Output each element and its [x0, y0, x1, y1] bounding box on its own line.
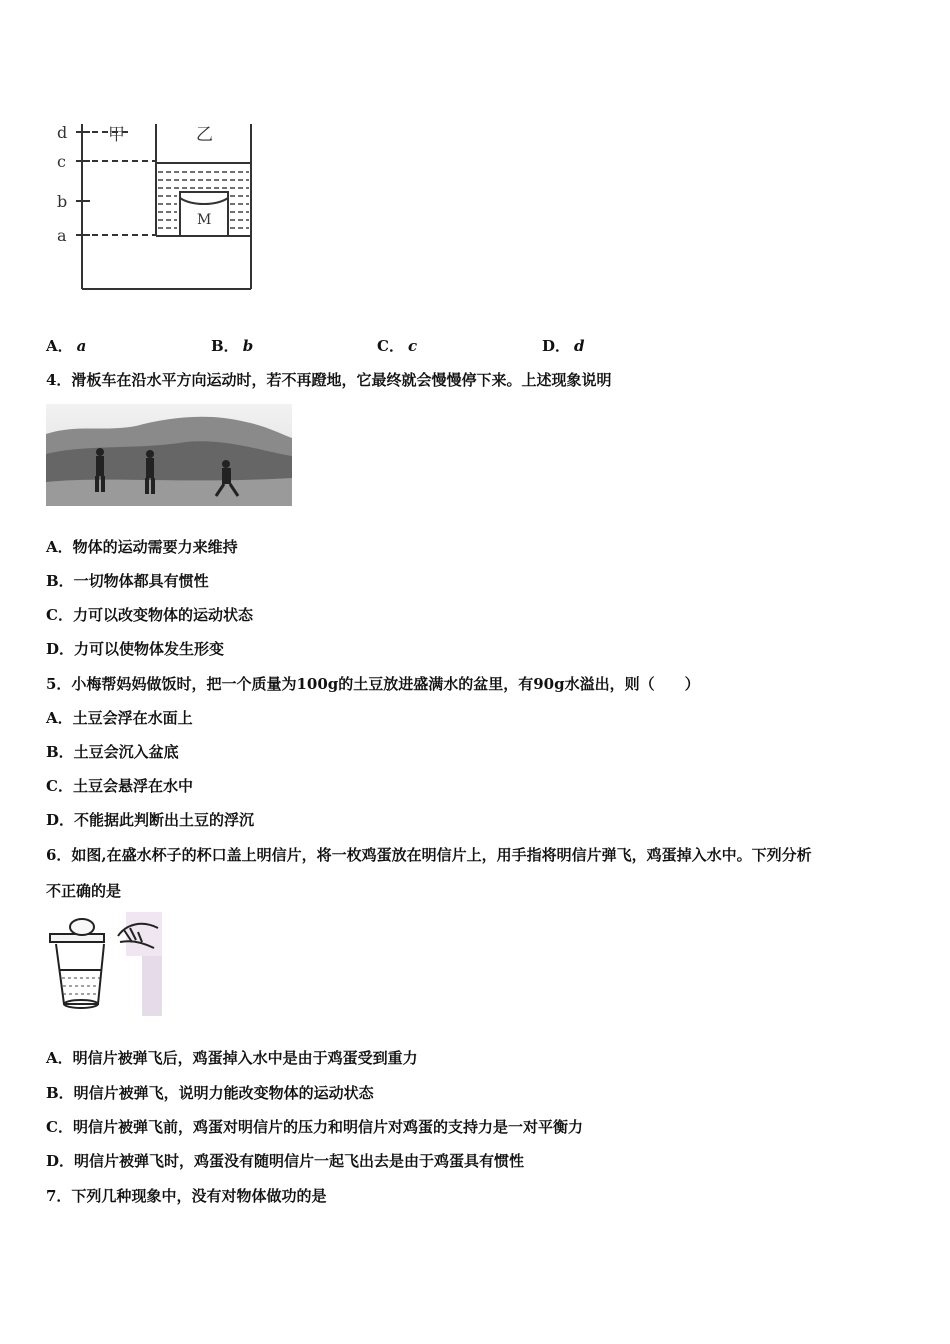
label-b: b [57, 192, 68, 211]
q4-option-a: A．物体的运动需要力来维持 [46, 538, 238, 556]
q5-option-c: C．土豆会悬浮在水中 [46, 777, 193, 795]
option-letter: B． [211, 337, 239, 355]
q4-stem: 4．滑板车在沿水平方向运动时，若不再蹬地，它最终就会慢慢停下来。上述现象说明 [46, 371, 612, 389]
egg-cup-illustration [46, 912, 162, 1016]
q5-stem: 5．小梅帮妈妈做饭时，把一个质量为100g的土豆放进盛满水的盆里，有90g水溢出，则（ ） [46, 675, 700, 693]
option-letter: D． [542, 337, 571, 355]
q3-option-d [542, 336, 585, 356]
option-value: c [407, 337, 418, 355]
q3-option-c [377, 336, 417, 356]
label-jia: 甲 [108, 125, 125, 145]
q3-option-b [211, 336, 253, 356]
q6-option-b: B．明信片被弹飞，说明力能改变物体的运动状态 [46, 1084, 374, 1102]
q5-option-b: B．土豆会沉入盆底 [46, 743, 179, 761]
q5-option-a: A．土豆会浮在水面上 [46, 709, 193, 727]
option-letter: C． [377, 337, 404, 355]
q6-option-d: D．明信片被弹飞时，鸡蛋没有随明信片一起飞出去是由于鸡蛋具有惯性 [46, 1152, 525, 1170]
scooter-photo [46, 404, 292, 506]
q6-stem-line2: 不正确的是 [46, 882, 122, 900]
q6-option-c: C．明信片被弹飞前，鸡蛋对明信片的压力和明信片对鸡蛋的支持力是一对平衡力 [46, 1118, 583, 1136]
label-c: c [57, 152, 66, 171]
q4-option-d: D．力可以使物体发生形变 [46, 640, 225, 658]
q6-stem-line1: 6．如图,在盛水杯子的杯口盖上明信片，将一枚鸡蛋放在明信片上，用手指将明信片弹飞，鸡蛋掉入水中。下列分析 [46, 846, 812, 864]
option-value: b [242, 337, 254, 355]
q4-option-b: B．一切物体都具有惯性 [46, 572, 209, 590]
option-value: a [76, 337, 87, 355]
option-value: d [574, 337, 585, 355]
label-m: M [197, 212, 212, 228]
q6-option-a: A．明信片被弹飞后，鸡蛋掉入水中是由于鸡蛋受到重力 [46, 1049, 418, 1067]
q3-option-a [46, 336, 86, 356]
option-letter: A． [46, 337, 73, 355]
q7-stem: 7．下列几种现象中，没有对物体做功的是 [46, 1187, 327, 1205]
q3-options [0, 336, 950, 356]
container-diagram [52, 116, 262, 296]
label-a: a [57, 226, 67, 245]
label-d: d [57, 123, 68, 142]
q4-option-c: C．力可以改变物体的运动状态 [46, 606, 253, 624]
label-yi: 乙 [196, 125, 213, 145]
q5-option-d: D．不能据此判断出土豆的浮沉 [46, 811, 255, 829]
